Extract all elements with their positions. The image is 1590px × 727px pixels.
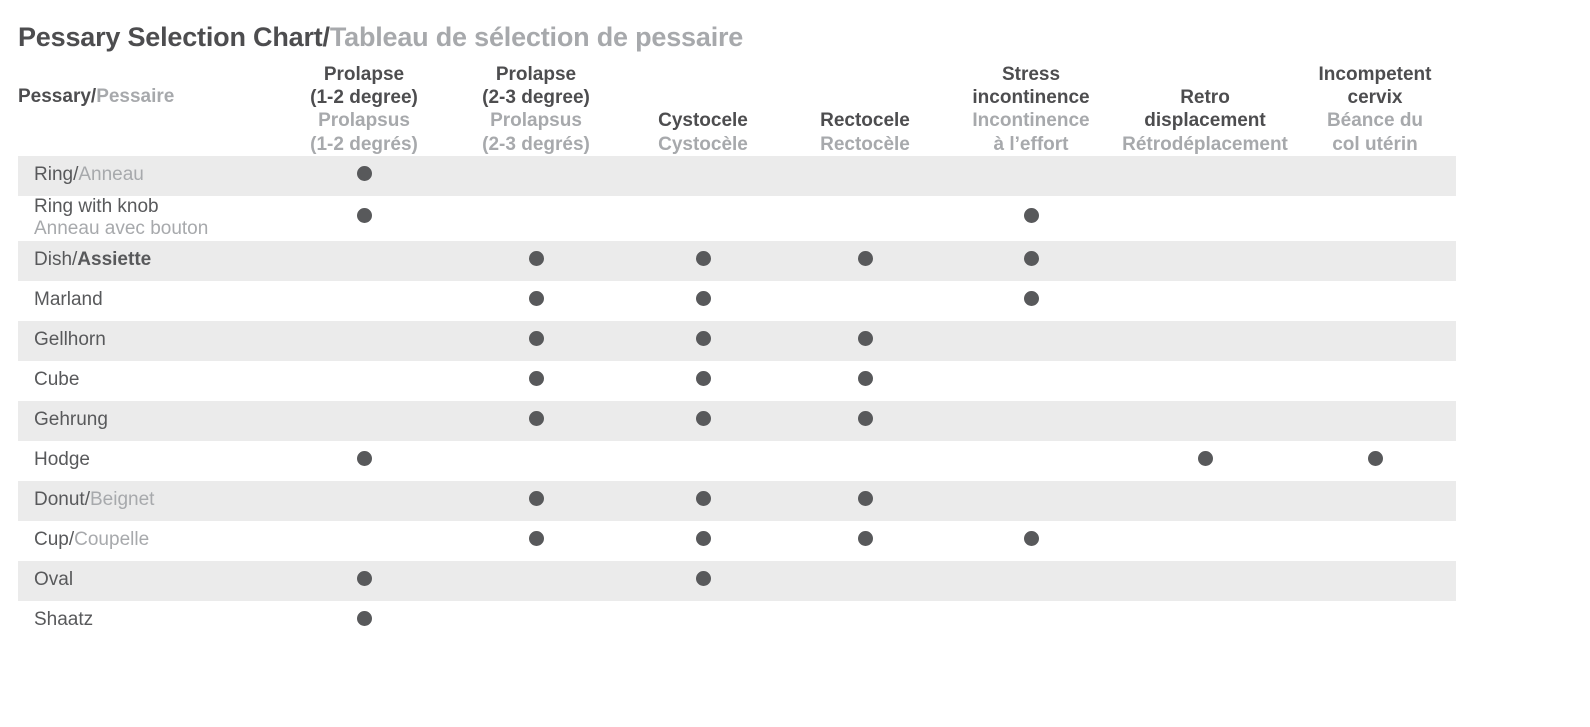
empty-cell [1294,196,1456,241]
indication-dot-cell [622,321,784,361]
empty-cell [1116,401,1294,441]
indication-dot-icon [696,491,711,506]
empty-cell [450,561,622,601]
column-header-pessary-en: Pessary/ [18,85,97,107]
indication-dot-cell [784,401,946,441]
indication-dot-cell [278,196,450,241]
indication-dot-icon [529,491,544,506]
indication-dot-cell [784,321,946,361]
empty-cell [278,361,450,401]
column-header-incompetent-cervix [1294,63,1456,156]
indication-dot-icon [858,371,873,386]
indication-dot-cell [1116,441,1294,481]
indication-dot-cell [946,281,1116,321]
indication-dot-icon [1024,531,1039,546]
indication-dot-icon [696,331,711,346]
column-header-fr: Prolapsus (2-3 degrés) [482,110,590,155]
indication-dot-icon [696,531,711,546]
column-header-fr: Cystocèle [658,133,748,155]
header-row [18,63,1456,156]
indication-dot-icon [529,371,544,386]
empty-cell [622,156,784,196]
selection-table [18,63,1456,641]
table-header [18,63,1456,156]
indication-dot-cell [450,481,622,521]
page-title [18,0,1572,63]
indication-dot-icon [1024,208,1039,223]
empty-cell [622,601,784,641]
indication-dot-icon [1198,451,1213,466]
indication-dot-icon [357,571,372,586]
row-label-en: Cube [34,369,80,391]
empty-cell [784,281,946,321]
page-title-en: Pessary Selection Chart/ [18,22,330,52]
indication-dot-cell [946,241,1116,281]
empty-cell [278,521,450,561]
empty-cell [1294,361,1456,401]
indication-dot-icon [858,531,873,546]
table-row [18,481,1456,521]
table-row [18,241,1456,281]
column-header-en: Stress incontinence [972,64,1090,109]
row-label-en: Ring/ [34,164,79,186]
indication-dot-icon [696,291,711,306]
empty-cell [1294,281,1456,321]
indication-dot-cell [622,481,784,521]
row-label [18,361,278,401]
empty-cell [450,156,622,196]
column-header-fr: Prolapsus (1-2 degrés) [310,110,418,155]
row-label [18,561,278,601]
indication-dot-cell [450,241,622,281]
indication-dot-icon [696,371,711,386]
empty-cell [1116,281,1294,321]
column-header-en: Rectocele [820,110,910,132]
empty-cell [278,481,450,521]
empty-cell [278,241,450,281]
row-label [18,441,278,481]
empty-cell [622,196,784,241]
empty-cell [1116,321,1294,361]
empty-cell [946,481,1116,521]
column-header-rectocele [784,63,946,156]
empty-cell [1116,481,1294,521]
indication-dot-icon [357,611,372,626]
column-header-en: Retro displacement [1144,87,1266,132]
empty-cell [946,401,1116,441]
empty-cell [784,156,946,196]
row-label [18,521,278,561]
table-row [18,441,1456,481]
column-header-en: Prolapse (1-2 degree) [310,64,418,109]
empty-cell [1294,241,1456,281]
indication-dot-cell [450,281,622,321]
column-header-prolapse-1-2 [278,63,450,156]
column-header-pessary [18,63,278,156]
empty-cell [946,321,1116,361]
indication-dot-cell [784,361,946,401]
indication-dot-cell [946,521,1116,561]
indication-dot-cell [784,481,946,521]
empty-cell [278,321,450,361]
indication-dot-icon [529,291,544,306]
column-header-prolapse-2-3 [450,63,622,156]
column-header-retro-displacement [1116,63,1294,156]
table-body [18,156,1456,641]
empty-cell [1294,401,1456,441]
empty-cell [784,601,946,641]
page-title-fr: Tableau de sélection de pessaire [329,22,744,52]
row-label-en: Gellhorn [34,329,106,351]
column-header-cystocele [622,63,784,156]
empty-cell [1294,561,1456,601]
row-label [18,481,278,521]
row-label [18,401,278,441]
row-label-fr: Anneau avec bouton [34,218,209,240]
indication-dot-cell [622,361,784,401]
indication-dot-icon [529,251,544,266]
indication-dot-cell [622,281,784,321]
row-label-en: Gehrung [34,409,108,431]
empty-cell [946,361,1116,401]
empty-cell [1116,361,1294,401]
indication-dot-icon [357,166,372,181]
table-row [18,361,1456,401]
empty-cell [450,441,622,481]
indication-dot-icon [858,251,873,266]
row-label [18,196,278,241]
row-label [18,281,278,321]
indication-dot-icon [858,411,873,426]
empty-cell [1294,521,1456,561]
indication-dot-icon [858,491,873,506]
empty-cell [784,561,946,601]
row-label [18,601,278,641]
table-row [18,401,1456,441]
row-label [18,321,278,361]
indication-dot-cell [278,561,450,601]
row-label-fr: Anneau [78,164,144,186]
indication-dot-cell [622,561,784,601]
indication-dot-icon [858,331,873,346]
indication-dot-icon [529,411,544,426]
empty-cell [1294,321,1456,361]
row-label-fr: Coupelle [74,529,150,551]
row-label [18,241,278,281]
indication-dot-cell [622,401,784,441]
table-row [18,156,1456,196]
row-label-fr: Beignet [89,489,155,511]
column-header-fr: Rétrodéplacement [1122,133,1288,155]
empty-cell [450,196,622,241]
empty-cell [946,441,1116,481]
indication-dot-cell [784,241,946,281]
empty-cell [278,401,450,441]
empty-cell [622,441,784,481]
indication-dot-icon [529,331,544,346]
empty-cell [1116,601,1294,641]
empty-cell [1294,601,1456,641]
indication-dot-cell [450,401,622,441]
indication-dot-icon [357,208,372,223]
indication-dot-cell [622,241,784,281]
empty-cell [1116,561,1294,601]
row-label-en: Donut/ [34,489,90,511]
empty-cell [1116,241,1294,281]
empty-cell [946,561,1116,601]
indication-dot-icon [696,411,711,426]
column-header-en: Cystocele [658,110,748,132]
row-label-en: Marland [34,289,103,311]
table-row [18,521,1456,561]
table-row [18,321,1456,361]
empty-cell [1294,156,1456,196]
indication-dot-cell [450,321,622,361]
empty-cell [784,441,946,481]
row-label [18,156,278,196]
table-row [18,281,1456,321]
indication-dot-icon [357,451,372,466]
indication-dot-icon [1368,451,1383,466]
empty-cell [450,601,622,641]
column-header-fr: Rectocèle [820,133,910,155]
indication-dot-cell [784,521,946,561]
row-label-en: Ring with knob [34,195,159,217]
table-row [18,196,1456,241]
column-header-fr: Incontinence à l’effort [972,110,1090,155]
empty-cell [278,281,450,321]
row-label-en: Cup/ [34,529,75,551]
column-header-fr: Béance du col utérin [1326,110,1424,155]
empty-cell [946,156,1116,196]
column-header-en: Incompetent cervix [1318,64,1432,109]
indication-dot-icon [696,571,711,586]
indication-dot-cell [450,361,622,401]
empty-cell [946,601,1116,641]
empty-cell [1116,521,1294,561]
empty-cell [1116,196,1294,241]
table-row [18,561,1456,601]
column-header-stress-incontinence [946,63,1116,156]
indication-dot-cell [946,196,1116,241]
indication-dot-cell [622,521,784,561]
row-label-fr: Assiette [77,249,152,271]
indication-dot-cell [278,441,450,481]
row-label-en: Shaatz [34,609,94,631]
indication-dot-icon [1024,251,1039,266]
indication-dot-icon [696,251,711,266]
indication-dot-icon [1024,291,1039,306]
table-row [18,601,1456,641]
indication-dot-cell [1294,441,1456,481]
indication-dot-cell [450,521,622,561]
row-label-en: Oval [34,569,74,591]
indication-dot-icon [529,531,544,546]
indication-dot-cell [278,601,450,641]
row-label-en: Dish/ [34,249,78,271]
column-header-pessary-fr: Pessaire [96,85,175,107]
empty-cell [1116,156,1294,196]
empty-cell [1294,481,1456,521]
indication-dot-cell [278,156,450,196]
row-label-en: Hodge [34,449,90,471]
column-header-en: Prolapse (2-3 degree) [482,64,590,109]
empty-cell [784,196,946,241]
